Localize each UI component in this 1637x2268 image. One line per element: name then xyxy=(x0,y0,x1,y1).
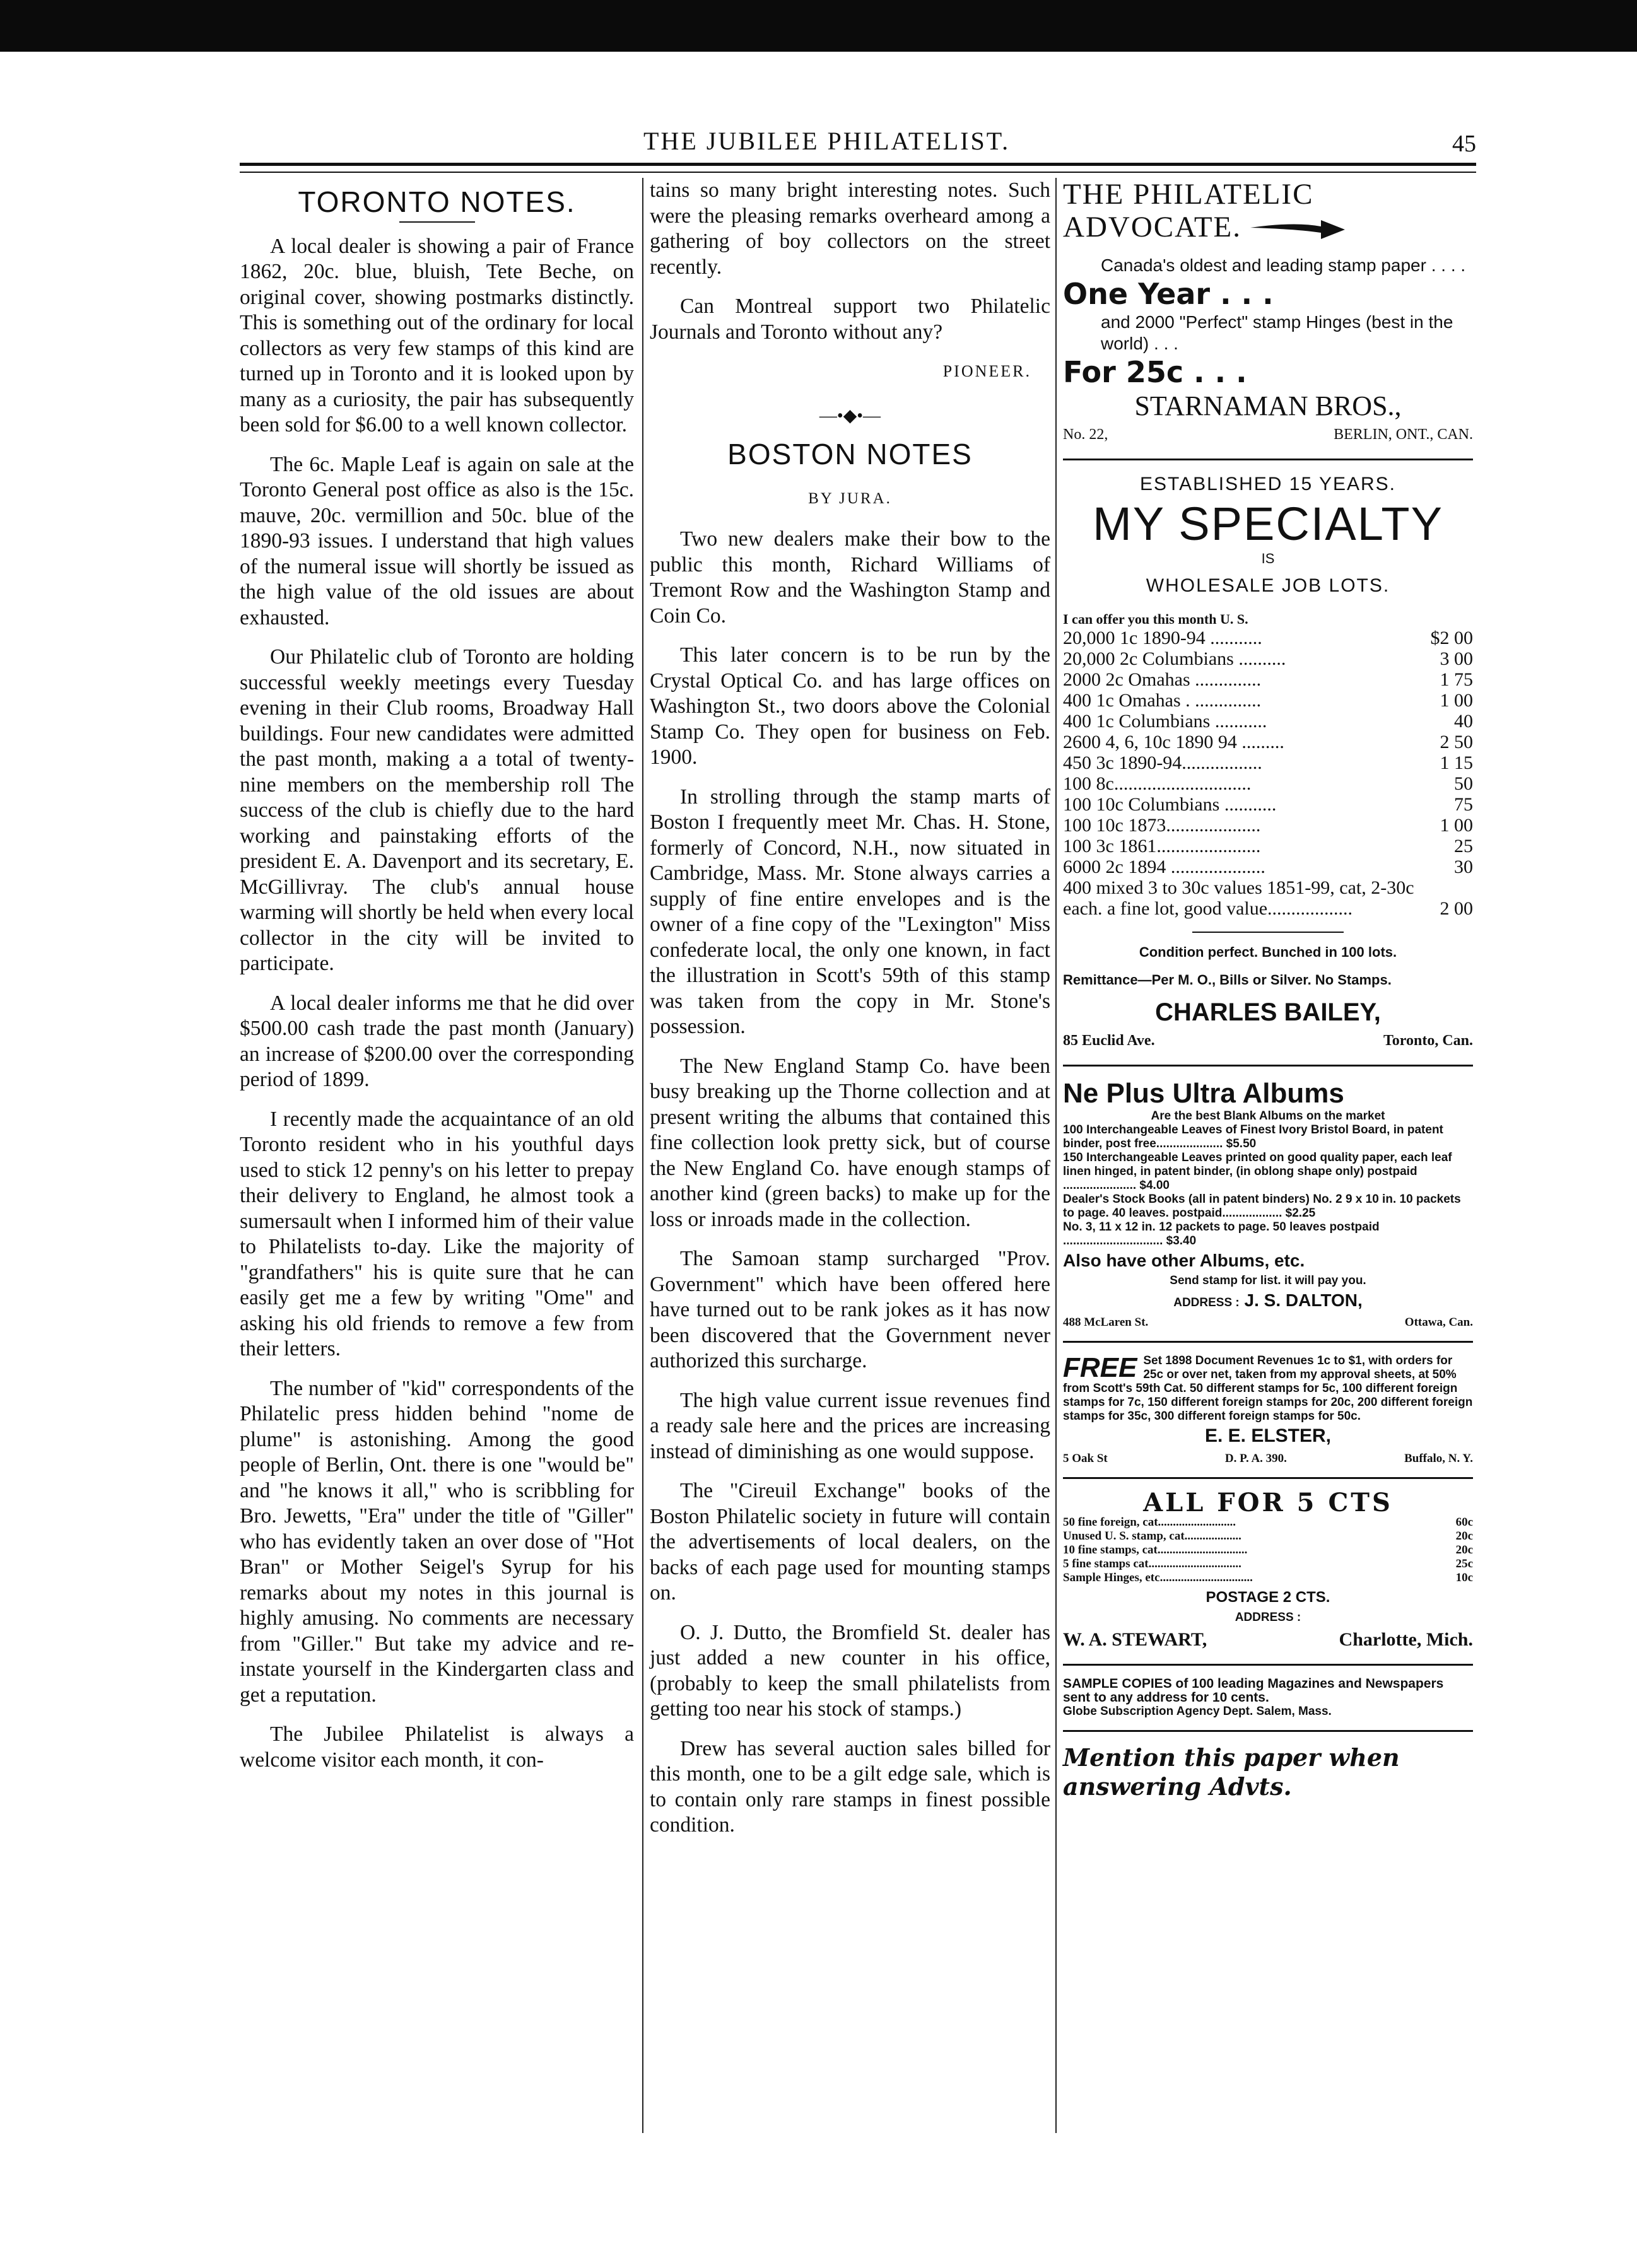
heading-rule xyxy=(399,221,475,223)
address-city: Ottawa, Can. xyxy=(1404,1316,1473,1329)
address-name: J. S. DALTON, xyxy=(1244,1290,1363,1310)
price-desc: 5 fine stamps cat............................... xyxy=(1063,1557,1241,1570)
price-value: 60c xyxy=(1455,1516,1473,1529)
article-paragraph: The New England Stamp Co. have been busy breaking up the Thorne collection and at present writing the albums that contained this fine collection look pretty sick, but of course the New England Co. have enough stamps of another kind (green backs) to make up for the loss or inroads made in the collection. xyxy=(650,1054,1050,1231)
price-value: 25c xyxy=(1455,1557,1473,1570)
article-paragraph: The "Cireuil Exchange" books of the Boston Philatelic society in future will contain the advertisements of local dealers, on the backs of each page used for mounting stamps on. xyxy=(650,1479,1050,1605)
price-desc: 100 3c 1861...................... xyxy=(1063,836,1261,856)
price-row xyxy=(1063,1543,1473,1557)
ad-albums-title: Ne Plus Ultra Albums xyxy=(1063,1078,1344,1109)
column-divider-left xyxy=(642,178,643,2133)
article-paragraph: A local dealer is showing a pair of France 1862, 20c. blue, bluish, Tete Beche, on original cover, showing postmarks distinctly. This is something out of the ordinary for local collectors as very few stamps of this kind are turned up in Toronto and it is looked upon by many as a curiosity, the pair has subsequently been sold for $6.00 to a well known collector. xyxy=(240,234,634,436)
ad-albums-item: 150 Interchangeable Leaves printed on good quality paper, each leaf linen hinged, in patent binder, (in oblong shape only) postpaid ...................... $4.00 xyxy=(1063,1151,1452,1192)
ad-address-left: No. 22, xyxy=(1063,426,1108,443)
article-paragraph: The 6c. Maple Leaf is again on sale at the Toronto General post office as also is the 15c. mauve, 20c. vermillion and 50c. blue of the 1890-93 issues. I understand that high values of the numeral issue will shortly be issued as the high value of the old issues are about exhausted. xyxy=(240,452,634,629)
price-desc: 100 8c............................. xyxy=(1063,773,1252,794)
price-desc: 450 3c 1890-94................. xyxy=(1063,752,1262,773)
article-paragraph: The Jubilee Philatelist is always a welcome visitor each month, it con- xyxy=(240,1722,634,1772)
ad-title-line2-wrap xyxy=(1063,211,1473,243)
price-desc: 6000 2c 1894 .................... xyxy=(1063,856,1265,877)
price-value: 10c xyxy=(1455,1571,1473,1584)
ad-address xyxy=(1063,422,1473,448)
ad-free-text-block xyxy=(1063,1354,1473,1423)
price-row xyxy=(1063,773,1473,794)
price-desc: 50 fine foreign, cat.......................... xyxy=(1063,1516,1236,1529)
address-city: Toronto, Can. xyxy=(1383,1032,1473,1049)
ad-divider xyxy=(1063,1065,1473,1067)
running-title: THE JUBILEE PHILATELIST. xyxy=(643,127,1011,155)
column-divider-right xyxy=(1055,178,1057,2133)
price-row xyxy=(1063,752,1473,773)
ad-address-right: BERLIN, ONT., CAN. xyxy=(1334,426,1473,443)
address-city: Charlotte, Mich. xyxy=(1339,1628,1473,1650)
article-paragraph: The high value current issue revenues find a ready sale here and the prices are increasing instead of diminishing as one would suppose. xyxy=(650,1388,1050,1463)
article-paragraph: O. J. Dutto, the Bromfield St. dealer has just added a new counter in his office, (probably to keep the small philatelists from getting too near his stock of stamps.) xyxy=(650,1620,1050,1721)
ad-philatelic-advocate xyxy=(1063,178,1473,447)
pointing-arrow-icon xyxy=(1250,219,1345,240)
ad-condition: Condition perfect. Bunched in 100 lots. xyxy=(1139,944,1397,960)
ad-one-year: One Year . . . xyxy=(1063,277,1274,311)
price-desc: Unused U. S. stamp, cat................... xyxy=(1063,1529,1241,1543)
ad-albums-also: Also have other Albums, etc. xyxy=(1063,1251,1305,1270)
price-value: 20c xyxy=(1455,1543,1473,1557)
scan-top-bar xyxy=(0,0,1637,52)
ad-ne-plus-ultra xyxy=(1063,1078,1473,1330)
ad-albums-name-line xyxy=(1063,1288,1473,1314)
ad-advocate-desc: Canada's oldest and leading stamp paper . . . . xyxy=(1101,255,1466,275)
address-name: W. A. STEWART, xyxy=(1063,1628,1207,1650)
header-rule-thick xyxy=(240,163,1476,166)
ad-price: For 25c . . . xyxy=(1063,355,1247,389)
price-row xyxy=(1063,690,1473,711)
ad-hinges: and 2000 "Perfect" stamp Hinges (best in the world) . . . xyxy=(1101,312,1453,353)
price-value: $2 00 xyxy=(1430,628,1473,648)
ad-specialty-is: IS xyxy=(1261,550,1275,566)
article-paragraph: A local dealer informs me that he did over $500.00 cash trade the past month (January) an increase of $200.00 over the corresponding period of 1899. xyxy=(240,991,634,1091)
price-desc: Sample Hinges, etc............................... xyxy=(1063,1571,1253,1584)
price-row xyxy=(1063,836,1473,856)
article-paragraph: The number of "kid" correspondents of the Philatelic press hidden behind "nome de plume" is astonishing. Among the good people of Berlin, Ont. there is one "would be" and "he knows it all," who is scribbling for Bro. Jewetts, "Era" under the title of "Giller" who has evidently taken an over dose of "Hot Bran" or Mother Seigel's Syrup for his remarks about my notes in this journal is highly amusing. No comments are necessary from "Giller." But take my advice and re-instate yourself in the Kindergarten class and get a reputation. xyxy=(240,1376,634,1707)
price-value: 30 xyxy=(1454,856,1473,877)
price-value: 1 75 xyxy=(1440,669,1473,690)
column-toronto-notes xyxy=(240,178,634,1787)
price-row xyxy=(1063,628,1473,648)
article-paragraph: The Samoan stamp surcharged "Prov. Government" which have been offered here have turned out to be rank jokes as it has now been discovered that the Government never authorized this surcharge. xyxy=(650,1247,1050,1372)
ad-divider xyxy=(1063,1341,1473,1343)
price-value: 2 50 xyxy=(1440,732,1473,752)
price-mixed-desc: 400 mixed 3 to 30c values 1851-99, cat, 2-30c each. a fine lot, good value.................. xyxy=(1063,877,1414,919)
ad-divider xyxy=(1063,459,1473,460)
price-value: 25 xyxy=(1454,836,1473,856)
ad-albums-address xyxy=(1063,1316,1473,1330)
ad-sample-copies xyxy=(1063,1677,1473,1719)
ad-albums-send: Send stamp for list. it will pay you. xyxy=(1170,1273,1366,1287)
price-desc: 100 10c 1873.................... xyxy=(1063,815,1261,836)
price-value: 75 xyxy=(1454,794,1473,815)
ad-sample-text: SAMPLE COPIES of 100 leading Magazines and Newspapers sent to any address for 10 cents. xyxy=(1063,1676,1444,1705)
specialty-rule xyxy=(1192,932,1344,933)
article-paragraph: I recently made the acquaintance of an old Toronto resident who in his youthful days used to stick 12 penny's on his letter to prepay their delivery to England, he almost took a sumersault when I informed him of their value to Philatelists to-day. Like the majority of "grandfathers" his is quite sure that he can easily get me a few by writing "Ome" and asking his old friends to remove a few from their letters. xyxy=(240,1107,634,1360)
article-paragraph: This later concern is to be run by the Crystal Optical Co. and has large offices on Washington St., two doors above the Colonial Stamp Co. They open for business on Feb. 1900. xyxy=(650,643,1050,769)
address-city: Buffalo, N. Y. xyxy=(1404,1451,1473,1465)
price-row xyxy=(1063,856,1473,877)
price-desc: 2600 4, 6, 10c 1890 94 ......... xyxy=(1063,732,1284,752)
article-paragraph: Drew has several auction sales billed for this month, one to be a gilt edge sale, which is to contain only rare stamps in finest possible condition. xyxy=(650,1736,1050,1837)
price-row xyxy=(1063,815,1473,836)
article-paragraph: Two new dealers make their bow to the public this month, Richard Williams of Tremont Row and the Washington Stamp and Coin Co. xyxy=(650,527,1050,628)
price-value: 50 xyxy=(1454,773,1473,794)
ad-company: STARNAMAN BROS., xyxy=(1134,390,1402,421)
article-paragraph: Can Montreal support two Philatelic Journals and Toronto without any? xyxy=(650,295,1050,344)
ad-albums-sub: Are the best Blank Albums on the market xyxy=(1151,1109,1385,1123)
ad-divider xyxy=(1063,1664,1473,1666)
price-value: 1 15 xyxy=(1440,752,1473,773)
ad-all-for-5-cts xyxy=(1063,1487,1473,1653)
ad-divider xyxy=(1063,1477,1473,1479)
price-desc: 400 1c Columbians ........... xyxy=(1063,711,1267,732)
ad-bailey-address xyxy=(1063,1028,1473,1054)
ornament-divider: —•◆•— xyxy=(819,406,881,426)
address-street: 5 Oak St xyxy=(1063,1451,1108,1465)
ad-title-line1: THE PHILATELIC xyxy=(1063,178,1314,211)
ad-albums-item: No. 3, 11 x 12 in. 12 packets to page. 50 leaves postpaid .............................. $3.40 xyxy=(1063,1220,1380,1248)
price-row xyxy=(1063,1529,1473,1543)
ad-elster-name: E. E. ELSTER, xyxy=(1204,1425,1332,1446)
price-row xyxy=(1063,648,1473,669)
address-street: 85 Euclid Ave. xyxy=(1063,1032,1155,1049)
price-row xyxy=(1063,711,1473,732)
price-value: 1 00 xyxy=(1440,815,1473,836)
article-paragraph: In strolling through the stamp marts of Boston I frequently meet Mr. Chas. H. Stone, formerly of Concord, N.H., now situated in Cambridge, Mass. Mr. Stone always carries a supply of fine entire envelopes and is the owner of a fine copy of the "Lexington" Miss confederate local, the only one known, in fact the illustration in Scott's 59th of this stamp was taken from the copy in Mr. Stone's possession. xyxy=(650,785,1050,1038)
header-rule-thin xyxy=(240,172,1476,173)
ad-specialty-subtitle: WHOLESALE JOB LOTS. xyxy=(1146,575,1390,596)
price-row xyxy=(1063,1557,1473,1571)
ad-stewart-address xyxy=(1063,1627,1473,1653)
price-list-mixed xyxy=(1063,877,1473,919)
price-desc: 400 1c Omahas . .............. xyxy=(1063,690,1262,711)
ad-sample-dept: Globe Subscription Agency Dept. Salem, Mass. xyxy=(1063,1705,1332,1718)
price-desc: 2000 2c Omahas .............. xyxy=(1063,669,1262,690)
ad-albums-item: 100 Interchangeable Leaves of Finest Ivory Bristol Board, in patent binder, post free.................... $5.50 xyxy=(1063,1123,1443,1150)
price-desc: 100 10c Columbians ........... xyxy=(1063,794,1277,815)
page-number: 45 xyxy=(1452,131,1476,157)
address-dpa: D. P. A. 390. xyxy=(1224,1451,1287,1465)
ad-postage: POSTAGE 2 CTS. xyxy=(1206,1589,1330,1606)
price-mixed-value: 2 00 xyxy=(1440,898,1473,919)
ad-albums-item: Dealer's Stock Books (all in patent binders) No. 2 9 x 10 in. 10 packets to page. 40 leaves. postpaid.................. $2.25 xyxy=(1063,1193,1461,1220)
price-desc: 10 fine stamps, cat.............................. xyxy=(1063,1543,1248,1557)
ad-title-line2: ADVOCATE. xyxy=(1063,211,1242,243)
ad-free-word: FREE xyxy=(1063,1354,1137,1383)
price-row xyxy=(1063,669,1473,690)
signature-pioneer: PIONEER. xyxy=(942,362,1031,380)
ad-free-revenues xyxy=(1063,1354,1473,1466)
column-advertisements xyxy=(1063,178,1473,1801)
address-label: ADDRESS : xyxy=(1173,1295,1240,1309)
ad-elster-address xyxy=(1063,1452,1473,1466)
price-value: 20c xyxy=(1455,1529,1473,1543)
price-desc: 20,000 1c 1890-94 ........... xyxy=(1063,628,1262,648)
ad-specialty-title: MY SPECIALTY xyxy=(1093,497,1443,550)
boston-notes-heading: BOSTON NOTES xyxy=(727,438,973,471)
ad-all-for-title: ALL FOR 5 CTS xyxy=(1143,1487,1393,1517)
ad-my-specialty xyxy=(1063,472,1473,1053)
ad-free-text: Set 1898 Document Revenues 1c to $1, with orders for 25c or over net, taken from my approval sheets, at 50% from Scott's 59th Cat. 50 different stamps for 5c, 100 different foreign stamps for 7c, 150 different foreign stamps for 20c, 200 different foreign stamps for 35c, 300 different foreign stamps for 50c. xyxy=(1063,1354,1473,1423)
price-row xyxy=(1063,794,1473,815)
price-row xyxy=(1063,1516,1473,1529)
ad-specialty-intro: I can offer you this month U. S. xyxy=(1063,611,1248,627)
price-value: 40 xyxy=(1454,711,1473,732)
ad-all-for-address-label: ADDRESS : xyxy=(1235,1610,1301,1624)
continued-paragraph: tains so many bright interesting notes. Such were the pleasing remarks overheard among a gathering of boy collectors on the street recently. xyxy=(650,178,1050,279)
toronto-notes-heading: TORONTO NOTES. xyxy=(298,185,576,218)
ad-divider xyxy=(1063,1730,1473,1732)
price-row xyxy=(1063,1571,1473,1585)
price-value: 3 00 xyxy=(1440,648,1473,669)
ad-remittance: Remittance—Per M. O., Bills or Silver. No Stamps. xyxy=(1063,972,1392,988)
ad-mention: Mention this paper when answering Advts. xyxy=(1063,1743,1400,1801)
all-for-list xyxy=(1063,1516,1473,1585)
price-row xyxy=(1063,732,1473,752)
column-boston-notes xyxy=(650,178,1050,1852)
ad-established: ESTABLISHED 15 YEARS. xyxy=(1139,474,1397,494)
price-value: 1 00 xyxy=(1440,690,1473,711)
article-paragraph: Our Philatelic club of Toronto are holding successful weekly meetings every Tuesday evening in their Club rooms, Broadway Hall buildings. Four new candidates were admitted the past month, making a a total of twenty-nine members on the membership roll The success of the club is chiefly due to the hard working and painstaking efforts of the president E. A. Davenport and its secretary, E. McGillivray. The club's annual house warming will shortly be held when every local collector in the city will be invited to participate. xyxy=(240,645,634,975)
address-street: 488 McLaren St. xyxy=(1063,1316,1149,1329)
price-desc: 20,000 2c Columbians .......... xyxy=(1063,648,1286,669)
price-list xyxy=(1063,628,1473,877)
byline: BY JURA. xyxy=(808,489,892,507)
ad-bailey-name: CHARLES BAILEY, xyxy=(1155,998,1381,1026)
